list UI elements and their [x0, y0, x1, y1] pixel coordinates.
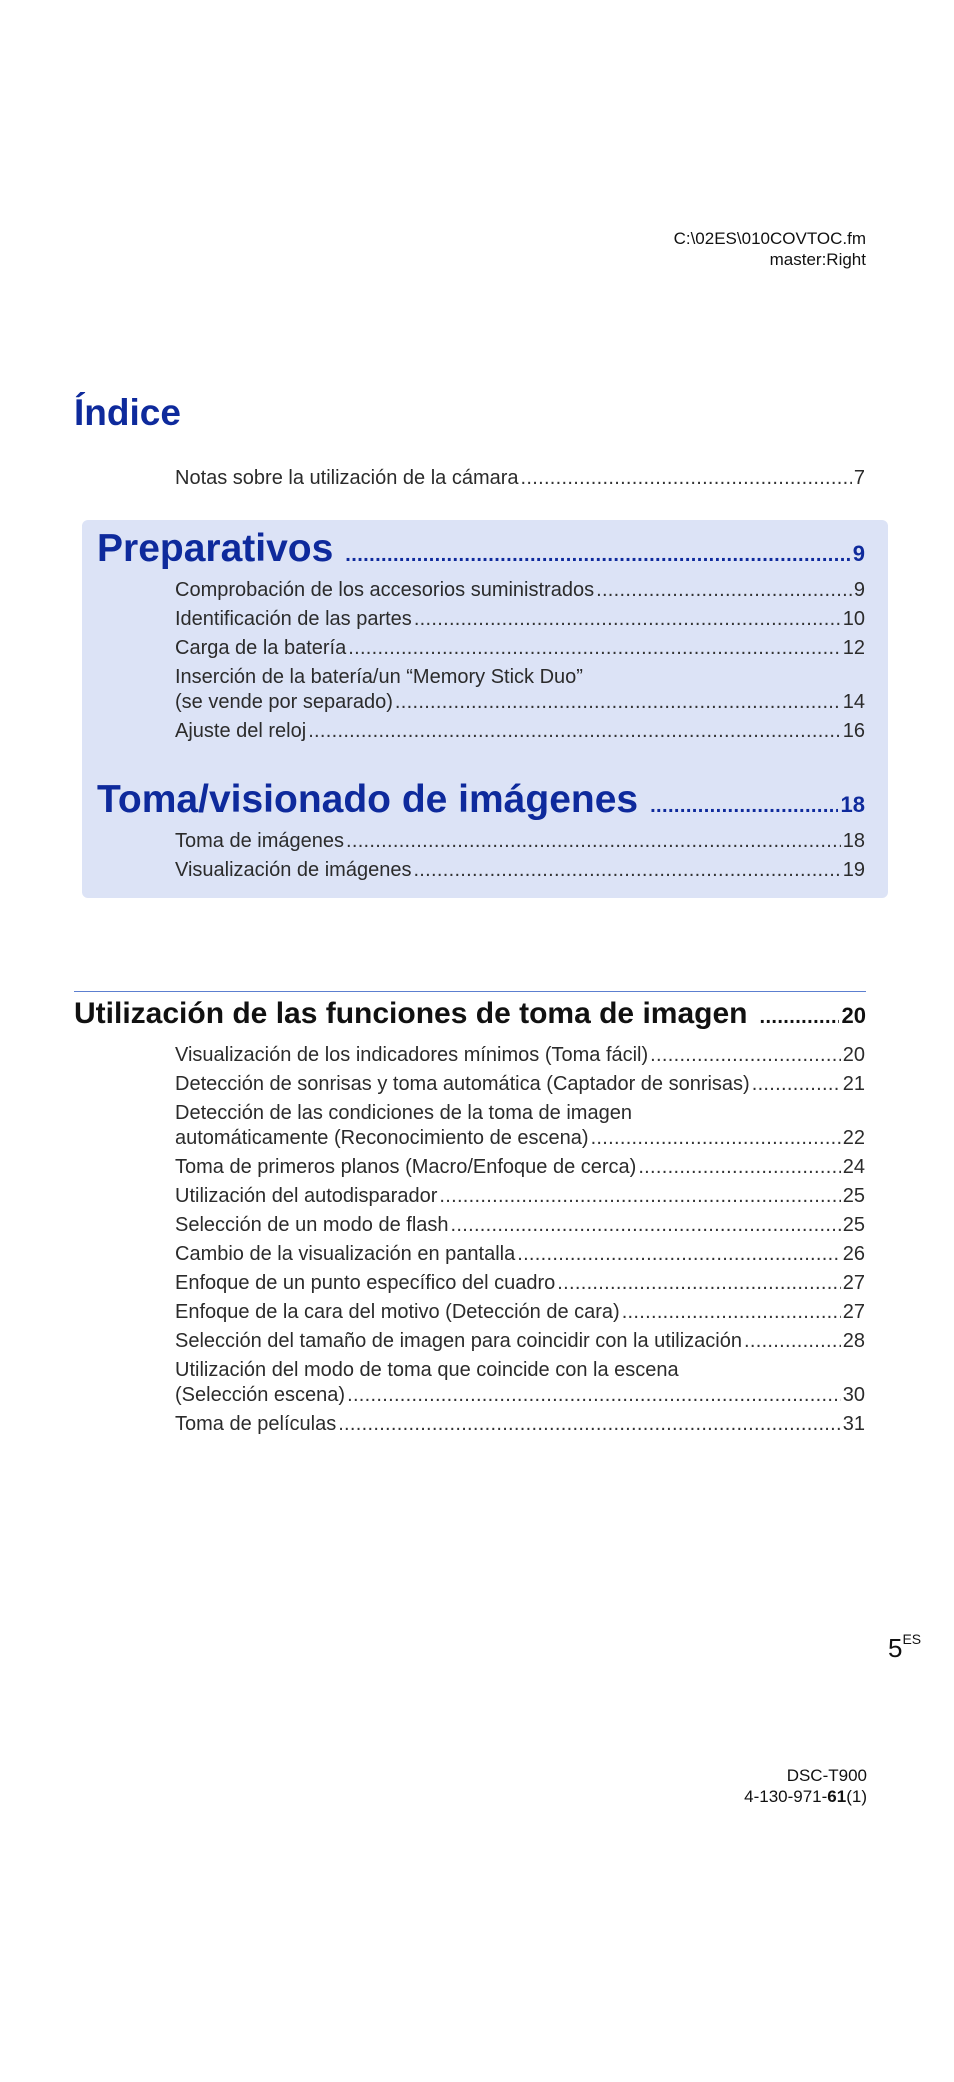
- dot-leader: [345, 544, 849, 567]
- toc-entry[interactable]: [175, 1300, 865, 1324]
- dot-leader: [414, 607, 841, 631]
- section-heading-funciones[interactable]: [74, 994, 866, 1034]
- dot-leader: [596, 578, 852, 602]
- dot-leader: [622, 1300, 841, 1324]
- toc-entry-line1: Detección de las condiciones de la toma de imagen: [175, 1102, 632, 1124]
- toc-entry-text: Comprobación de los accesorios suministrados: [175, 579, 595, 601]
- doc-code: [744, 1786, 867, 1807]
- section-heading-preparativos[interactable]: [97, 526, 865, 572]
- toc-entry-text: Visualización de imágenes: [175, 859, 412, 881]
- toc-entry[interactable]: [175, 1329, 865, 1353]
- section-title: Utilización de las funciones de toma de imagen: [74, 997, 748, 1030]
- toc-entry[interactable]: [175, 1043, 865, 1067]
- toc-entry-text: Enfoque de la cara del motivo (Detección de cara): [175, 1301, 620, 1323]
- file-meta: [674, 228, 866, 270]
- toc-entry-page: 7: [853, 467, 865, 489]
- toc-entry-page: 21: [842, 1073, 865, 1095]
- dot-leader: [348, 636, 841, 660]
- dot-leader: [308, 719, 841, 743]
- model-number: DSC-T900: [786, 1766, 867, 1785]
- doc-code-bold: 61: [827, 1787, 847, 1806]
- toc-entry-text: Identificación de las partes: [175, 608, 412, 630]
- toc-entry-text: (se vende por separado): [175, 691, 393, 713]
- toc-entry[interactable]: [175, 578, 865, 602]
- toc-entry-page: 10: [842, 608, 865, 630]
- toc-entry[interactable]: [175, 1242, 865, 1266]
- toc-entry-text: Toma de primeros planos (Macro/Enfoque de cerca): [175, 1156, 637, 1178]
- toc-entry-line1: Inserción de la batería/un “Memory Stick Duo”: [175, 666, 583, 688]
- toc-entry[interactable]: [175, 1271, 865, 1295]
- toc-entry-text: Utilización del autodisparador: [175, 1185, 438, 1207]
- toc-entry-page: 22: [842, 1127, 865, 1149]
- file-path: C:\02ES\010COVTOC.fm: [673, 229, 866, 248]
- toc-entry-page: 25: [842, 1185, 865, 1207]
- dot-leader: [638, 1155, 840, 1179]
- toc-entry-page: 9: [853, 579, 865, 601]
- section-page: 20: [841, 1003, 866, 1028]
- section-title: Preparativos: [97, 527, 334, 570]
- section-heading-toma-visionado[interactable]: [97, 777, 865, 823]
- page-number-suffix: ES: [902, 1631, 922, 1647]
- dot-leader: [439, 1184, 840, 1208]
- toc-entry[interactable]: [175, 1213, 865, 1237]
- toc-entry[interactable]: [175, 858, 865, 882]
- footer-meta: [744, 1765, 867, 1807]
- toc-entry-page: 25: [842, 1214, 865, 1236]
- toc-entry-text: Toma de imágenes: [175, 830, 344, 852]
- dot-leader: [521, 466, 852, 490]
- master-page: master:Right: [769, 250, 866, 269]
- doc-code-prefix: 4-130-971-: [744, 1787, 828, 1806]
- dot-leader: [591, 1126, 841, 1150]
- toc-entry-page: 27: [842, 1301, 865, 1323]
- dot-leader: [338, 1412, 841, 1436]
- page-number-value: 5: [888, 1633, 903, 1663]
- toc-entry[interactable]: [175, 1383, 865, 1407]
- toc-entry-page: 27: [842, 1272, 865, 1294]
- toc-entry-page: 28: [842, 1330, 865, 1352]
- dot-leader: [759, 1006, 838, 1029]
- toc-entry[interactable]: [175, 1155, 865, 1179]
- toc-entry-page: 18: [842, 830, 865, 852]
- toc-entry-page: 20: [842, 1044, 865, 1066]
- toc-entry[interactable]: [175, 1126, 865, 1150]
- toc-entry-page: 14: [842, 691, 865, 713]
- toc-entry-text: Enfoque de un punto específico del cuadro: [175, 1272, 556, 1294]
- toc-entry-text: Carga de la batería: [175, 637, 347, 659]
- toc-entry-page: 19: [842, 859, 865, 881]
- toc-entry-page: 31: [842, 1413, 865, 1435]
- toc-entry-text: Ajuste del reloj: [175, 720, 307, 742]
- dot-leader: [346, 829, 841, 853]
- toc-entry-text: Cambio de la visualización en pantalla: [175, 1243, 516, 1265]
- toc-entry-text: Notas sobre la utilización de la cámara: [175, 467, 519, 489]
- dot-leader: [650, 795, 837, 818]
- toc-entry-notas[interactable]: [175, 466, 865, 490]
- section-title: Toma/visionado de imágenes: [97, 778, 639, 821]
- section-page: 18: [840, 792, 865, 817]
- toc-entry[interactable]: [175, 1184, 865, 1208]
- dot-leader: [451, 1213, 841, 1237]
- toc-entry[interactable]: [175, 719, 865, 743]
- toc-entry-page: 26: [842, 1243, 865, 1265]
- toc-entry[interactable]: [175, 829, 865, 853]
- section-page: 9: [852, 541, 865, 566]
- toc-entry-text: Detección de sonrisas y toma automática (Captador de sonrisas): [175, 1073, 750, 1095]
- page-number: [888, 1633, 921, 1664]
- toc-entry[interactable]: [175, 636, 865, 660]
- toc-entry-text: (Selección escena): [175, 1384, 346, 1406]
- toc-entry-text: Toma de películas: [175, 1413, 337, 1435]
- page-title: Índice: [74, 392, 181, 433]
- dot-leader: [395, 690, 841, 714]
- dot-leader: [517, 1242, 841, 1266]
- toc-entry-page: 12: [842, 637, 865, 659]
- toc-entry-text: Selección de un modo de flash: [175, 1214, 449, 1236]
- dot-leader: [752, 1072, 841, 1096]
- toc-entry[interactable]: [175, 607, 865, 631]
- toc-entry-line1: Utilización del modo de toma que coincide con la escena: [175, 1359, 679, 1381]
- dot-leader: [347, 1383, 841, 1407]
- toc-entry-page: 30: [842, 1384, 865, 1406]
- dot-leader: [557, 1271, 840, 1295]
- toc-entry[interactable]: [175, 1072, 865, 1096]
- dot-leader: [413, 858, 840, 882]
- toc-entry-page: 16: [842, 720, 865, 742]
- toc-entry-text: Visualización de los indicadores mínimos (Toma fácil): [175, 1044, 649, 1066]
- dot-leader: [744, 1329, 841, 1353]
- toc-entry-text: automáticamente (Reconocimiento de escena): [175, 1127, 589, 1149]
- doc-code-suffix: (1): [846, 1787, 867, 1806]
- toc-entry-text: Selección del tamaño de imagen para coincidir con la utilización: [175, 1330, 742, 1352]
- dot-leader: [650, 1043, 841, 1067]
- toc-entry[interactable]: [175, 1412, 865, 1436]
- toc-entry-page: 24: [842, 1156, 865, 1178]
- section-divider: [74, 991, 866, 992]
- toc-entry[interactable]: [175, 690, 865, 714]
